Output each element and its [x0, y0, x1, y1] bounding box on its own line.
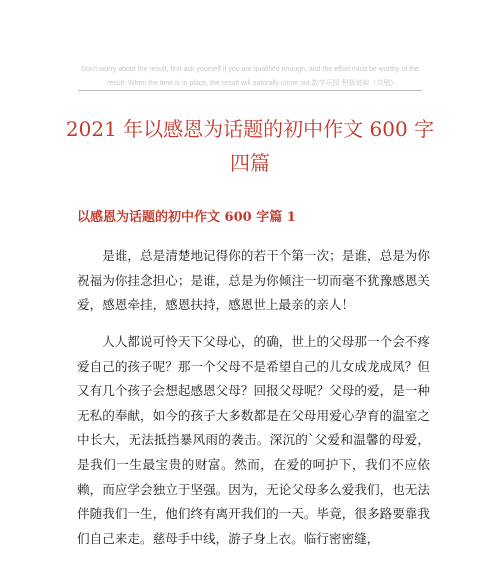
header-divider	[78, 90, 422, 91]
header-watermark	[60, 63, 440, 91]
section-heading: 以感恩为话题的初中作文 600 字篇 1	[77, 210, 296, 225]
paragraph-1: 是谁，总是清楚地记得你的若干个第一次；是谁，总是为你祝福为你挂念担心；是谁，总是为你倾注一切而毫不犹豫感恩关爱，感恩牵挂，感恩扶持，感恩世上最亲的亲人！	[77, 248, 430, 313]
paragraph-2: 人人都说可怜天下父母心，的确，世上的父母那一个会不疼爱自己的孩子呢？那一个父母不是希望自己的儿女成龙成凤？但又有几个孩子会想起感恩父母？回报父母呢？父母的爱，是一种无私的奉献，如今的孩子大多数都是在父母用爱心孕育的温室之中长大，无法抵挡暴风雨的袭击。深沉的`父爱和温馨的母爱，是我们一生最宝贵的财富。然而，在爱的呵护下，我们不应依赖，而应学会独立于坚强。因为，无论父母多么爱我们，也无法伴随我们一生，他们终有离开我们的一天。毕竟，很多路要靠我们自己来走。慈母手中线，游子身上衣。临行密密缝，	[77, 334, 430, 546]
document-title: 2021 年以感恩为话题的初中作文 600 字四篇	[65, 117, 435, 175]
watermark-line-2: result. When the time is in place, the result will naturally come out.数学乐园 积极进取（共勉)	[107, 80, 393, 87]
watermark-line-1: Don't worry about the result, first ask yourself if you are qualified enough, and the effort must be worthy of the	[81, 66, 419, 73]
